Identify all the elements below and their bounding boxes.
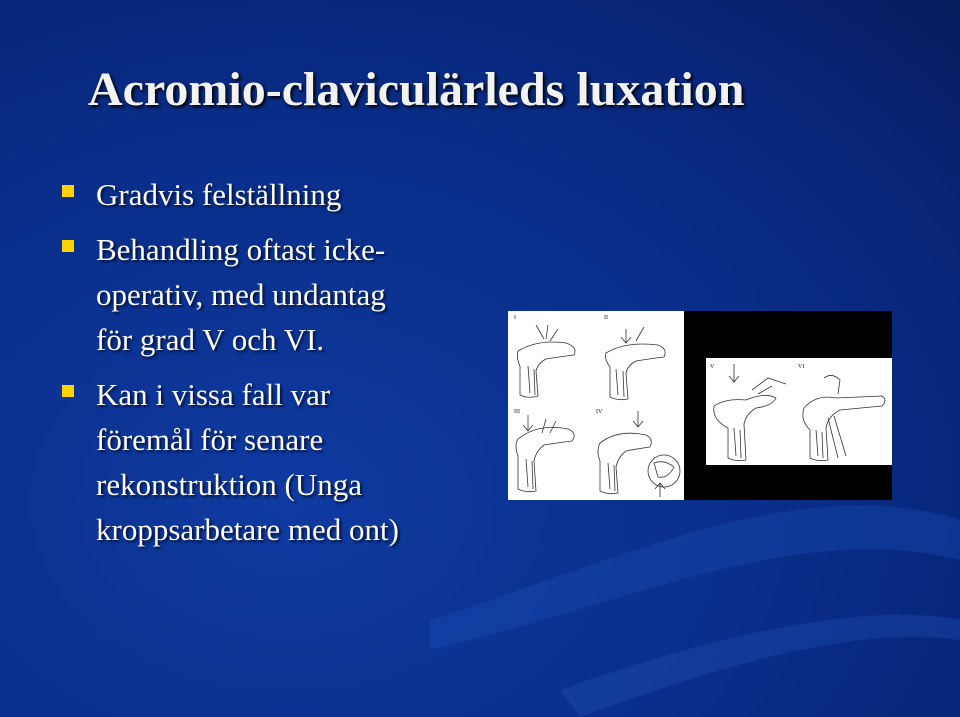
bullet-line: Kan i vissa fall var [96,377,331,412]
bullet-text [96,227,470,362]
grade-label: VI [798,364,805,370]
grade-label: II [604,315,608,321]
square-bullet-icon [62,185,74,197]
bullet-list [60,172,470,562]
bullet-line: för grad V och VI. [96,322,325,357]
bullet-line: operativ, med undantag [96,277,386,312]
bullet-item [60,227,470,362]
bullet-line: rekonstruktion (Unga [96,467,363,502]
bullet-text [96,172,470,217]
grades-5-6-panel [706,358,892,465]
shoulder-sketch-grades-5-6 [706,358,892,465]
grade-label: IV [596,409,603,415]
slide-title: Acromio-claviculärleds luxation [88,63,745,116]
grade-label: I [514,315,516,321]
bullet-line: Gradvis felställning [96,177,342,212]
ac-joint-classification-figure [508,311,892,500]
bullet-text [96,372,470,552]
square-bullet-icon [62,240,74,252]
bullet-item [60,172,470,217]
grades-1-4-panel [508,311,684,500]
bullet-line: kroppsarbetare med ont) [96,512,399,547]
grade-label: V [710,364,715,370]
square-bullet-icon [62,385,74,397]
bullet-line: Behandling oftast icke- [96,232,386,267]
grade-label: III [514,409,520,415]
bullet-item [60,372,470,552]
shoulder-sketch-grades-1-4 [508,311,684,500]
bullet-line: föremål för senare [96,422,324,457]
